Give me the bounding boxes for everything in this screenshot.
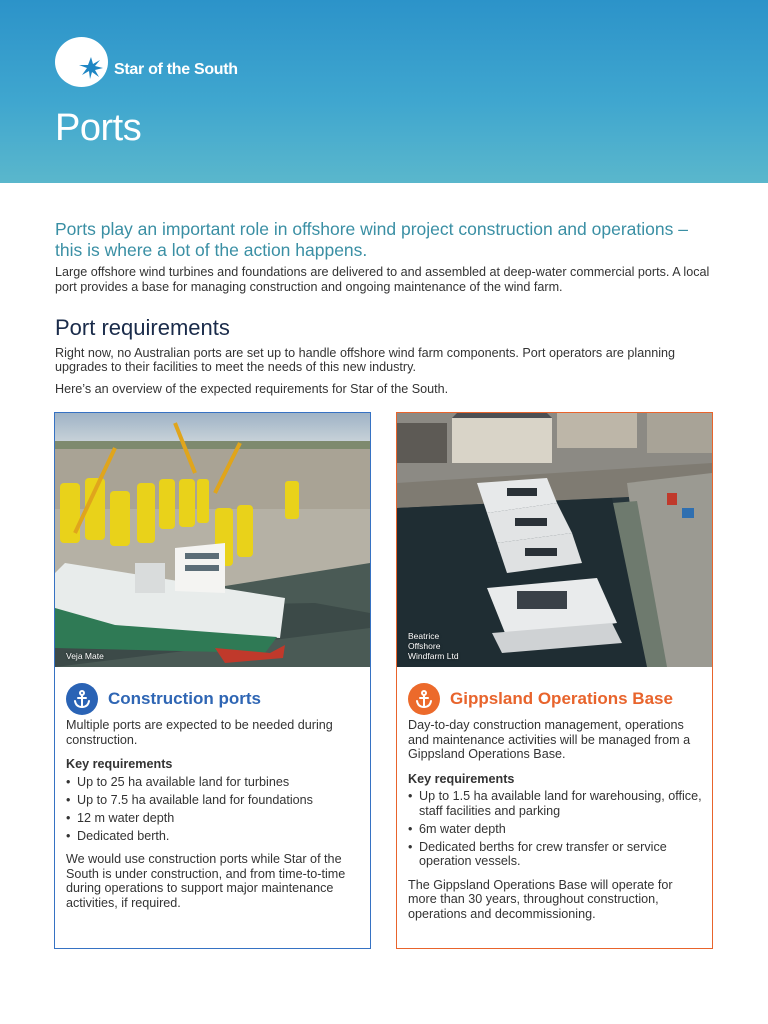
card-body [408, 718, 703, 931]
section-paragraph-2: Here’s an overview of the expected requirements for Star of the South. [55, 382, 449, 396]
construction-port-photo [55, 413, 370, 667]
operations-base-photo [397, 413, 712, 667]
page-header [0, 0, 768, 183]
list-item: • 12 m water depth [66, 811, 361, 826]
list-item: • 6m water depth [408, 822, 703, 837]
lead-paragraph: Ports play an important role in offshore wind project construction and operations – this is where a lot of the action happens. [55, 219, 688, 260]
card-closing: We would use construction ports while Star of the South is under construction, and from time-to-time during operations to support major maintenance activities, if required. [66, 852, 346, 910]
requirements-list [66, 775, 361, 844]
card-body [66, 718, 361, 920]
card-description: Multiple ports are expected to be needed during construction. [66, 718, 333, 747]
card-title: Construction ports [108, 689, 261, 708]
list-item: • Dedicated berth. [66, 829, 361, 844]
list-item: • Up to 7.5 ha available land for foundations [66, 793, 361, 808]
list-item: • Up to 25 ha available land for turbines [66, 775, 361, 790]
gippsland-operations-card [396, 412, 713, 949]
construction-ports-card [54, 412, 371, 949]
card-closing: The Gippsland Operations Base will operate for more than 30 years, throughout construction, operations and decommissioning. [408, 877, 673, 921]
photo-caption: Veja Mate [66, 651, 104, 661]
logo-circle [55, 37, 108, 87]
key-requirements-label: Key requirements [66, 757, 173, 771]
intro-paragraph: Large offshore wind turbines and foundations are delivered to and assembled at deep-water commercial ports. A local port provides a base for managing construction and ongoing maintenance of the wind farm. [55, 265, 710, 294]
card-description: Day-to-day construction management, operations and maintenance activities will be managed from a Gippsland Operations Base. [408, 718, 691, 761]
card-title-row [408, 683, 673, 715]
brand-name: Star of the South [114, 61, 238, 78]
photo-caption: Beatrice Offshore Windfarm Ltd [408, 631, 459, 661]
page-title: Ports [55, 107, 142, 149]
list-item: • Up to 1.5 ha available land for warehousing, office, staff facilities and parking [408, 789, 703, 818]
card-title: Gippsland Operations Base [450, 689, 673, 708]
brand-logo [55, 37, 238, 87]
section-heading: Port requirements [55, 315, 230, 340]
card-title-row [66, 683, 261, 715]
anchor-icon [408, 683, 440, 715]
requirements-list [408, 789, 703, 869]
section-paragraph-1: Right now, no Australian ports are set up to handle offshore wind farm components. Port operators are planning upgrades to their facilities to meet the needs of this new industry. [55, 346, 676, 374]
anchor-icon [66, 683, 98, 715]
key-requirements-label: Key requirements [408, 771, 515, 786]
star-logo-icon [79, 57, 103, 79]
list-item: • Dedicated berths for crew transfer or service operation vessels. [408, 840, 703, 869]
